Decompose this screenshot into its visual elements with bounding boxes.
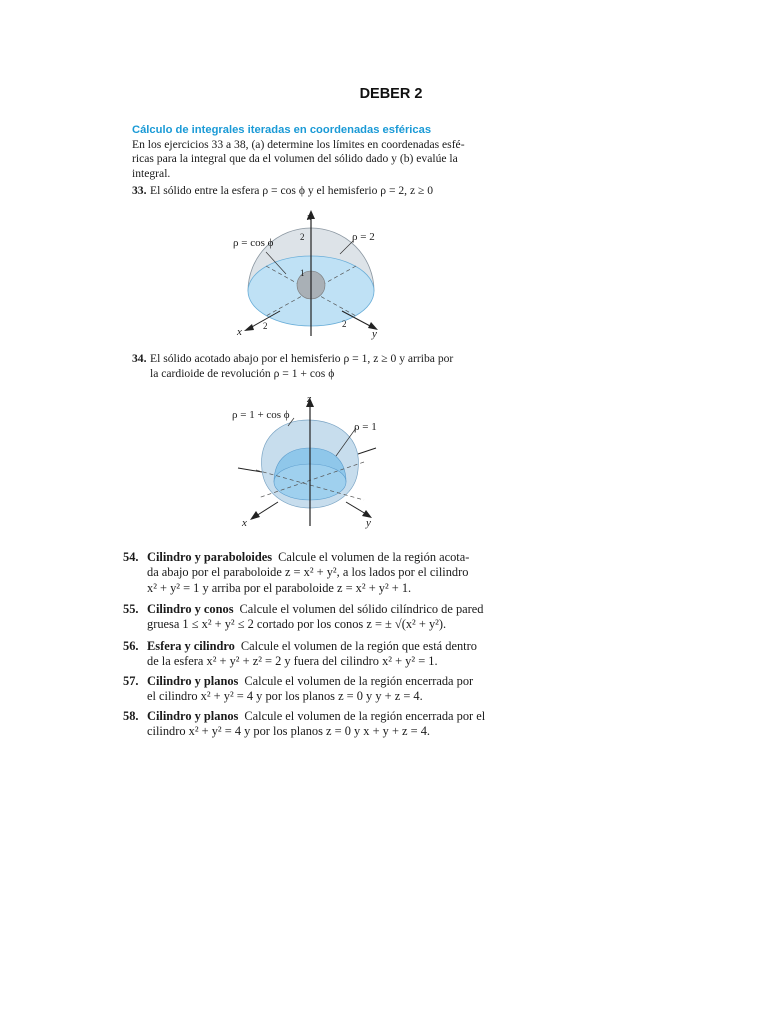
exercise-text: Calcule el volumen de la región encerrada por [244, 674, 474, 688]
tick-y-2: 2 [342, 319, 347, 329]
figure-34-drawing [228, 390, 398, 532]
exercise-57 [123, 674, 521, 705]
exercise-number: 55. [123, 602, 139, 616]
x-axis-back [238, 468, 262, 472]
intro-line: integral. [132, 166, 171, 180]
exercise-text: Calcule el volumen del sólido cilíndrico de pared [239, 602, 484, 616]
tick-z-1: 1 [300, 268, 305, 278]
label-axis-x: x [242, 517, 247, 529]
figure-33-drawing [228, 206, 398, 346]
figure-33 [228, 206, 398, 351]
exercise-54 [123, 550, 521, 596]
exercise-55 [123, 602, 521, 633]
exercise-56 [123, 639, 521, 670]
figure-34 [228, 390, 398, 537]
label-hemisphere: ρ = 1 [354, 421, 377, 433]
label-axis-x: x [237, 326, 242, 338]
x-axis-arrow [250, 511, 260, 520]
problem-text: la cardioide de revolución ρ = 1 + cos ϕ [150, 366, 335, 380]
exercise-text: el cilindro x² + y² = 4 y por los planos z = 0 y y + z = 4. [147, 689, 423, 704]
exercise-text: x² + y² = 1 y arriba por el paraboloide z = x² + y² + 1. [147, 580, 412, 595]
exercise-number: 57. [123, 674, 139, 688]
problem-number: 34. [132, 352, 147, 365]
exercise-text: da abajo por el paraboloide z = x² + y², a los lados por el cilindro [147, 565, 469, 580]
intro-line: ricas para la integral que da el volumen del sólido dado y (b) evalúe la [132, 152, 458, 166]
exercise-number: 54. [123, 550, 139, 564]
problem-text: El sólido acotado abajo por el hemisferio ρ = 1, z ≥ 0 y arriba por [150, 352, 454, 365]
problem-34 [132, 352, 492, 381]
label-outer-hemisphere: ρ = 2 [352, 231, 375, 243]
exercise-text: de la esfera x² + y² + z² = 2 y fuera del cilindro x² + y² = 1. [147, 654, 438, 669]
exercise-58 [123, 709, 521, 740]
exercise-text: gruesa 1 ≤ x² + y² ≤ 2 cortado por los conos z = ± √(x² + y²). [147, 617, 447, 632]
y-axis [346, 502, 366, 514]
x-axis [256, 502, 278, 516]
tick-x-2: 2 [263, 321, 268, 331]
exercise-text: Calcule el volumen de la región encerrada por el [244, 709, 486, 723]
exercise-title: Cilindro y paraboloides [147, 550, 273, 564]
exercise-text: cilindro x² + y² = 4 y por los planos z = 0 y x + y + z = 4. [147, 724, 431, 739]
label-axis-z: z [307, 211, 312, 223]
intro-line: En los ejercicios 33 a 38, (a) determine los límites en coordenadas esfé- [132, 138, 465, 151]
label-cardioid: ρ = 1 + cos ϕ [232, 409, 290, 421]
problem-33 [132, 184, 492, 199]
label-axis-y: y [366, 517, 371, 529]
label-inner-sphere: ρ = cos ϕ [233, 237, 274, 249]
problem-number: 33. [132, 184, 147, 197]
y-axis-back [358, 448, 376, 454]
problem-text: El sólido entre la esfera ρ = cos ϕ y el hemisferio ρ = 2, z ≥ 0 [150, 184, 434, 197]
label-axis-z: z [307, 393, 312, 405]
exercise-title: Esfera y cilindro [147, 639, 235, 653]
exercise-title: Cilindro y conos [147, 602, 234, 616]
section-heading: Cálculo de integrales iteradas en coordenadas esféricas [132, 124, 432, 136]
exercise-text: Calcule el volumen de la región acota- [278, 550, 470, 564]
exercise-title: Cilindro y planos [147, 674, 239, 688]
page-title: DEBER 2 [359, 86, 423, 102]
exercise-title: Cilindro y planos [147, 709, 239, 723]
exercise-number: 56. [123, 639, 139, 653]
exercise-number: 58. [123, 709, 139, 723]
label-axis-y: y [372, 328, 377, 340]
x-axis-arrow [244, 324, 254, 331]
section-intro [132, 138, 487, 181]
tick-z-2: 2 [300, 232, 305, 242]
exercise-text: Calcule el volumen de la región que está dentro [240, 639, 477, 653]
